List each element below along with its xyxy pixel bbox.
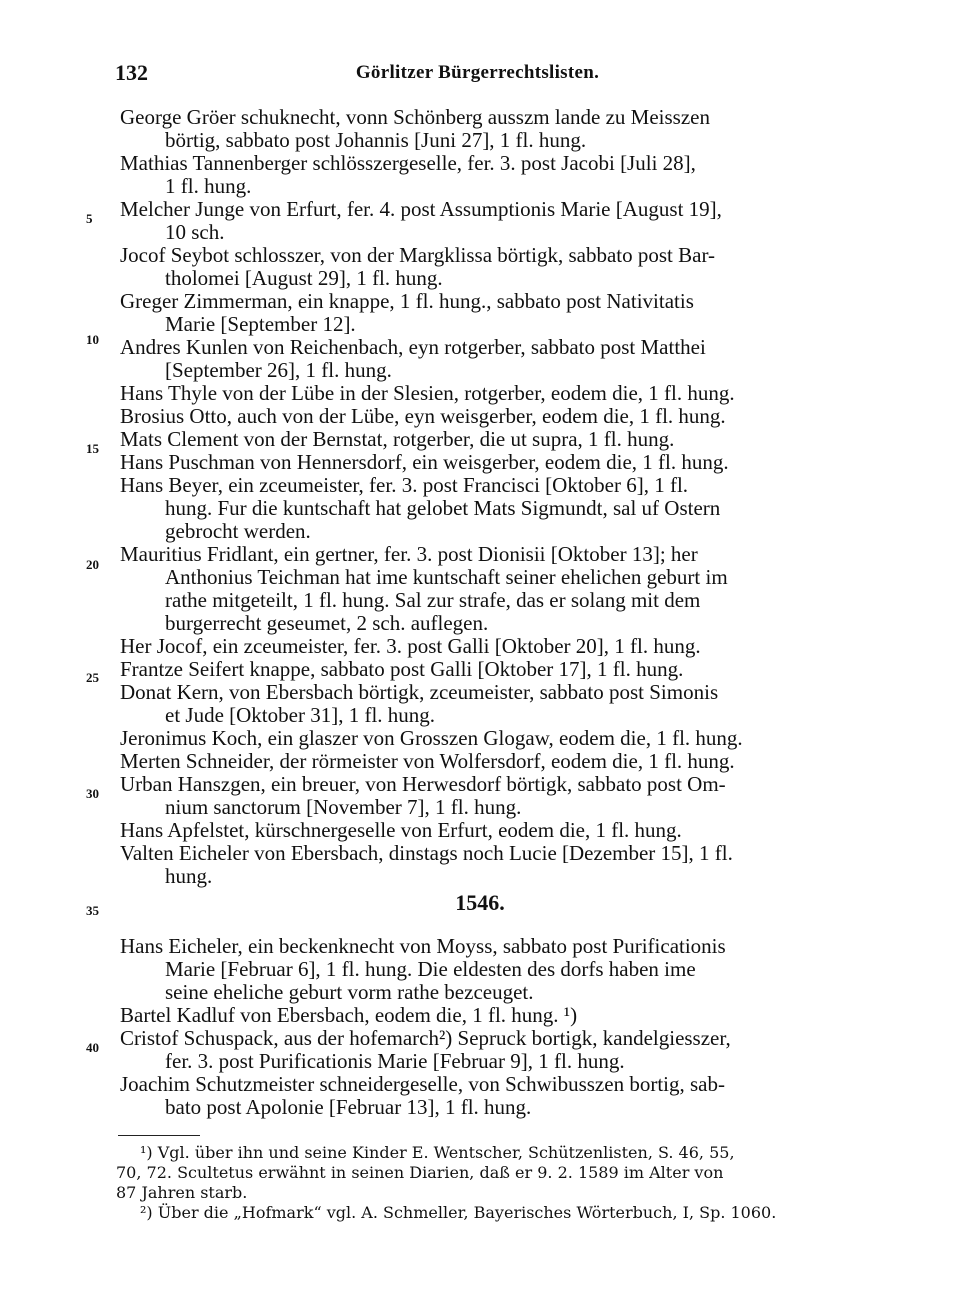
text-line: rathe mitgeteilt, 1 fl. hung. Sal zur strafe, das er solang mit dem <box>165 588 701 612</box>
line-number: 35 <box>86 903 99 918</box>
text-line: Merten Schneider, der rörmeister von Wolfersdorf, eodem die, 1 fl. hung. <box>120 749 735 773</box>
text-line: Jocof Seybot schlosszer, von der Margklissa börtigk, sabbato post Bar- <box>120 243 716 267</box>
text-line: Brosius Otto, auch von der Lübe, eyn weisgerber, eodem die, 1 fl. hung. <box>120 404 726 428</box>
text-line: Urban Hanszgen, ein breuer, von Herwesdorf börtigk, sabbato post Om- <box>120 772 726 796</box>
year-heading: 1546. <box>455 890 505 915</box>
line-number: 40 <box>86 1040 99 1055</box>
line-number: 20 <box>86 557 99 572</box>
text-line: Anthonius Teichman hat ime kuntschaft seiner ehelichen geburt im <box>165 565 728 589</box>
text-line: Her Jocof, ein zceumeister, fer. 3. post Galli [Oktober 20], 1 fl. hung. <box>120 634 701 658</box>
line-number: 10 <box>86 332 99 347</box>
line-number: 5 <box>86 211 93 226</box>
text-line: et Jude [Oktober 31], 1 fl. hung. <box>165 703 436 727</box>
text-line: burgerrecht geseumet, 2 sch. auflegen. <box>165 611 489 635</box>
text-line: [September 26], 1 fl. hung. <box>165 358 392 382</box>
text-line: Greger Zimmerman, ein knappe, 1 fl. hung., sabbato post Nativitatis <box>120 289 694 313</box>
text-line: Hans Eicheler, ein beckenknecht von Moyss, sabbato post Purificationis <box>120 934 726 958</box>
text-line: Hans Beyer, ein zceumeister, fer. 3. post Francisci [Oktober 6], 1 fl. <box>120 473 689 497</box>
text-line: börtig, sabbato post Johannis [Juni 27], 1 fl. hung. <box>165 128 587 152</box>
text-line: tholomei [August 29], 1 fl. hung. <box>165 266 443 290</box>
text-line: Andres Kunlen von Reichenbach, eyn rotgerber, sabbato post Matthei <box>120 335 706 359</box>
text-line: gebrocht werden. <box>165 519 311 543</box>
text-line: Mauritius Fridlant, ein gertner, fer. 3. post Dionisii [Oktober 13]; her <box>120 542 698 566</box>
running-title: Görlitzer Bürgerrechtslisten. <box>355 62 600 83</box>
footnote-line: 87 Jahren starb. <box>116 1183 248 1202</box>
page-header <box>115 60 840 90</box>
text-line: Donat Kern, von Ebersbach börtigk, zceumeister, sabbato post Simonis <box>120 680 719 704</box>
text-line: Hans Puschman von Hennersdorf, ein weisgerber, eodem die, 1 fl. hung. <box>120 450 729 474</box>
page-number: 132 <box>115 60 148 85</box>
text-line: Marie [Februar 6], 1 fl. hung. Die eldesten des dorfs haben ime <box>165 957 696 981</box>
text-line: nium sanctorum [November 7], 1 fl. hung. <box>165 795 522 819</box>
text-line: Melcher Junge von Erfurt, fer. 4. post Assumptionis Marie [August 19], <box>120 197 722 221</box>
text-line: hung. <box>165 864 213 888</box>
footnote-rule <box>118 1135 200 1136</box>
text-line: Mathias Tannenberger schlösszergeselle, fer. 3. post Jacobi [Juli 28], <box>120 151 696 175</box>
text-line: Cristof Schuspack, aus der hofemarch²) Sepruck bortigk, kandelgiesszer, <box>120 1026 731 1050</box>
text-line: 1 fl. hung. <box>165 174 252 198</box>
text-line: Valten Eicheler von Ebersbach, dinstags noch Lucie [Dezember 15], 1 fl. <box>120 841 733 865</box>
line-number: 25 <box>86 670 99 685</box>
text-line: Hans Thyle von der Lübe in der Slesien, rotgerber, eodem die, 1 fl. hung. <box>120 381 735 405</box>
text-line: Mats Clement von der Bernstat, rotgerber, die ut supra, 1 fl. hung. <box>120 427 675 451</box>
text-line: seine eheliche geburt vorm rathe bezceuget. <box>165 980 534 1004</box>
text-line: Bartel Kadluf von Ebersbach, eodem die, 1 fl. hung. ¹) <box>120 1003 578 1027</box>
text-line: George Gröer schuknecht, vonn Schönberg ausszm lande zu Meisszen <box>120 105 710 129</box>
line-number: 15 <box>86 441 99 456</box>
text-line: Frantze Seifert knappe, sabbato post Galli [Oktober 17], 1 fl. hung. <box>120 657 684 681</box>
text-line: bato post Apolonie [Februar 13], 1 fl. hung. <box>165 1095 532 1119</box>
text-line: 10 sch. <box>165 220 225 244</box>
text-line: Joachim Schutzmeister schneidergeselle, von Schwibusszen bortig, sab- <box>120 1072 725 1096</box>
line-number: 30 <box>86 786 99 801</box>
footnote-line: ²) Über die „Hofmark“ vgl. A. Schmeller, Bayerisches Wörterbuch, I, Sp. 1060. <box>140 1203 777 1222</box>
text-line: Marie [September 12]. <box>165 312 356 336</box>
text-line: Hans Apfelstet, kürschnergeselle von Erfurt, eodem die, 1 fl. hung. <box>120 818 682 842</box>
text-line: hung. Fur die kuntschaft hat gelobet Mats Sigmundt, sal uf Ostern <box>165 496 721 520</box>
text-line: fer. 3. post Purificationis Marie [Februar 9], 1 fl. hung. <box>165 1049 625 1073</box>
footnote-line: 70, 72. Scultetus erwähnt in seinen Diarien, daß er 9. 2. 1589 im Alter von <box>116 1163 724 1182</box>
text-line: Jeronimus Koch, ein glaszer von Grosszen Glogaw, eodem die, 1 fl. hung. <box>120 726 743 750</box>
footnote-line: ¹) Vgl. über ihn und seine Kinder E. Wentscher, Schützenlisten, S. 46, 55, <box>140 1143 735 1162</box>
